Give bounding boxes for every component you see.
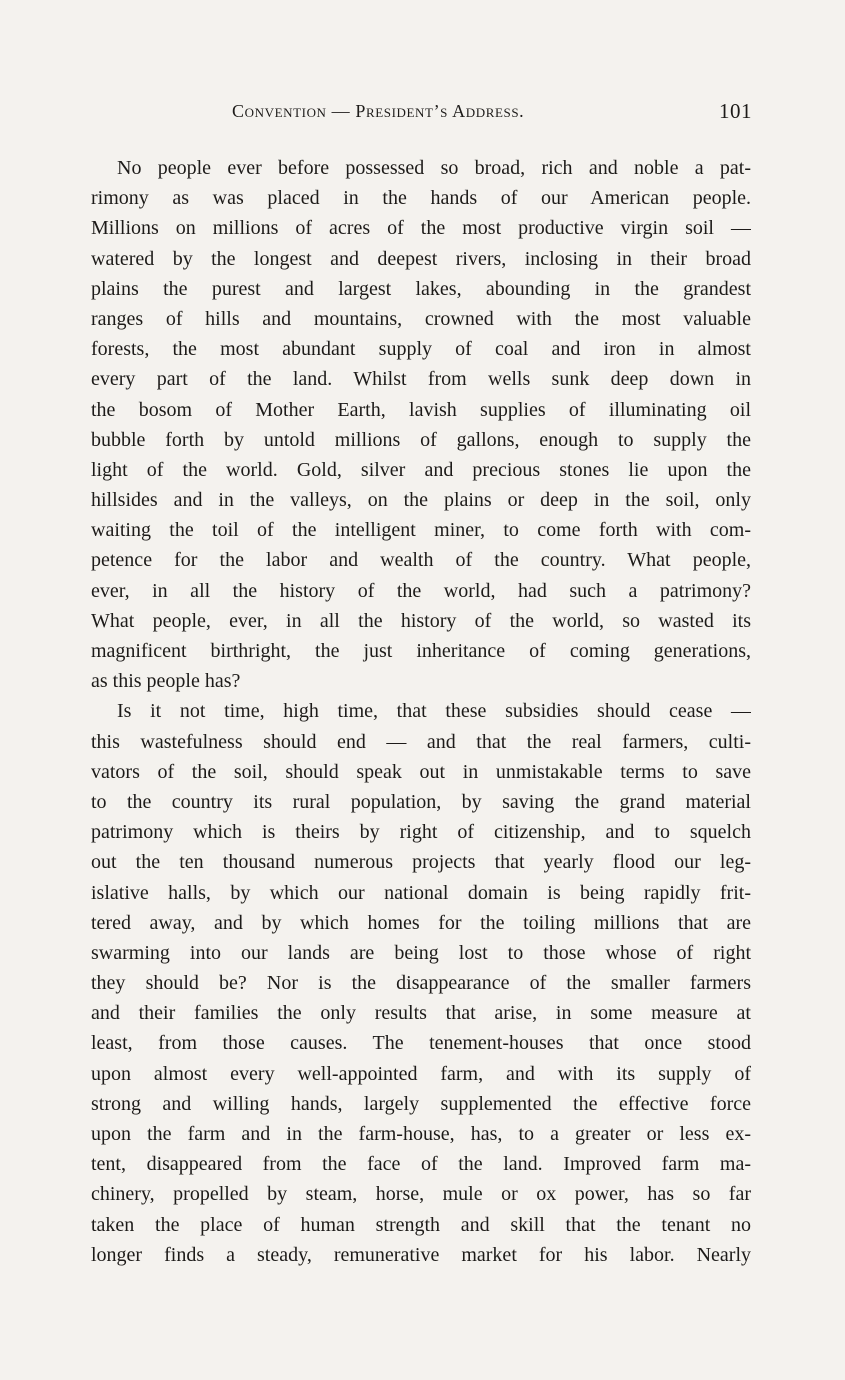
text-line: they should be? Nor is the disappearance of the smaller farmers: [91, 972, 751, 995]
text-line: out the ten thousand numerous projects that yearly flood our leg-: [91, 851, 751, 874]
text-line: waiting the toil of the intelligent miner, to come forth with com-: [91, 519, 751, 542]
text-line: as this people has?: [91, 670, 241, 693]
text-line: hillsides and in the valleys, on the plains or deep in the soil, only: [91, 489, 751, 512]
text-line: Millions on millions of acres of the most productive virgin soil —: [91, 217, 751, 240]
running-header: [92, 101, 752, 127]
running-title: Convention — President’s Address.: [232, 101, 525, 121]
text-line: to the country its rural population, by saving the grand material: [91, 790, 751, 813]
text-line: taken the place of human strength and skill that the tenant no: [91, 1213, 751, 1236]
text-line: chinery, propelled by steam, horse, mule or ox power, has so far: [91, 1183, 751, 1206]
text-line: magnificent birthright, the just inheritance of coming generations,: [91, 640, 751, 662]
text-line: light of the world. Gold, silver and precious stones lie upon the: [91, 458, 751, 481]
text-line: What people, ever, in all the history of the world, so wasted its: [91, 609, 751, 632]
text-line: bubble forth by untold millions of gallons, enough to supply the: [91, 428, 751, 451]
text-line: and their families the only results that arise, in some measure at: [91, 1002, 751, 1025]
text-line: vators of the soil, should speak out in unmistakable terms to save: [91, 760, 751, 783]
text-line: patrimony which is theirs by right of citizenship, and to squelch: [91, 821, 751, 844]
text-line: ranges of hills and mountains, crowned with the most valuable: [91, 307, 751, 330]
text-line: petence for the labor and wealth of the country. What people,: [91, 549, 751, 572]
text-line: rimony as was placed in the hands of our American people.: [91, 187, 751, 210]
text-line: upon almost every well-appointed farm, and with its supply of: [91, 1062, 751, 1085]
page-number: 101: [719, 99, 752, 123]
text-line: ever, in all the history of the world, had such a patrimony?: [91, 579, 751, 602]
text-line: watered by the longest and deepest rivers, inclosing in their broad: [91, 247, 751, 270]
text-line: plains the purest and largest lakes, abounding in the grandest: [91, 277, 751, 300]
text-line: islative halls, by which our national domain is being rapidly frit-: [91, 881, 751, 904]
text-line: No people ever before possessed so broad, rich and noble a pat-: [117, 157, 751, 179]
text-line: this wastefulness should end — and that the real farmers, culti-: [91, 730, 751, 753]
text-line: Is it not time, high time, that these subsidies should cease —: [117, 700, 751, 723]
text-line: forests, the most abundant supply of coal and iron in almost: [91, 338, 751, 361]
text-line: the bosom of Mother Earth, lavish supplies of illuminating oil: [91, 398, 751, 421]
text-line: strong and willing hands, largely supplemented the effective force: [91, 1092, 751, 1115]
text-line: tent, disappeared from the face of the land. Improved farm ma-: [91, 1153, 751, 1176]
text-line: tered away, and by which homes for the toiling millions that are: [91, 911, 751, 934]
text-line: longer finds a steady, remunerative market for his labor. Nearly: [91, 1243, 751, 1266]
text-line: least, from those causes. The tenement-houses that once stood: [91, 1032, 751, 1055]
body-text: [91, 153, 751, 1270]
text-line: swarming into our lands are being lost to those whose of right: [91, 941, 751, 964]
text-line: upon the farm and in the farm-house, has, to a greater or less ex-: [91, 1123, 751, 1145]
text-line: every part of the land. Whilst from wells sunk deep down in: [91, 368, 751, 391]
